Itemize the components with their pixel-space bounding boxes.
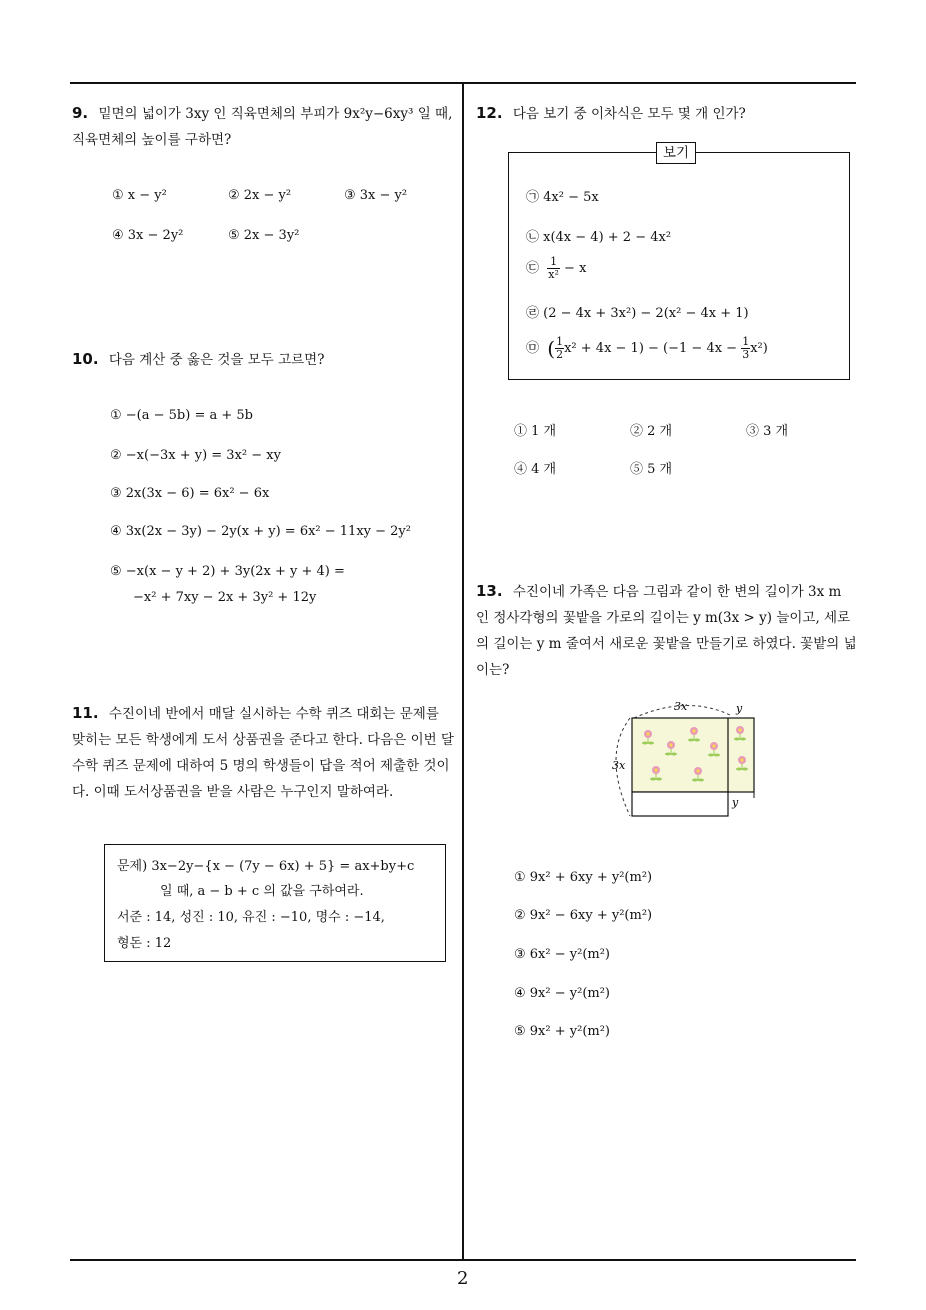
option-3[interactable]: ③ 3 개 [746, 424, 789, 439]
option-5-continued: −x² + 7xy − 2x + 3y² + 12y [133, 590, 317, 605]
option-4[interactable]: ④ 4 개 [514, 462, 557, 477]
bogi-item-5: ㉤ ( $\frac{1}{2}$ x² + 4x − 1) − (−1 − 4x − $\frac{1}{3}$ x²) [526, 335, 768, 361]
answers-line-2: 형돈 : 12 [117, 936, 172, 951]
question-number: 12. [476, 104, 503, 122]
garden-figure [608, 698, 768, 820]
option-5[interactable]: ⑤ 9x² + y²(m²) [514, 1024, 610, 1039]
option-2[interactable]: ② 9x² − 6xy + y²(m²) [514, 908, 653, 923]
option-3[interactable]: ③ 6x² − y²(m²) [514, 947, 610, 962]
question-text: 밑면의 넓이가 3xy 인 직육면체의 부피가 9x²y−6xy³ 일 때, 직육면체의 높이를 구하면? [72, 106, 453, 148]
answers-line-1: 서준 : 14, 성진 : 10, 유진 : −10, 명수 : −14, [117, 910, 385, 925]
question-9 [72, 100, 456, 153]
option-5[interactable]: ⑤ −x(x − y + 2) + 3y(2x + y + 4) = [110, 564, 345, 579]
fraction: $\frac{1}{\text{x²}}$ [548, 255, 559, 281]
problem-line-1: 문제) 3x−2y−{x − (7y − 6x) + 5} = ax+by+c [117, 859, 415, 874]
fraction: $\frac{1}{3}$ [742, 335, 750, 361]
bogi-item-4: ㉣ (2 − 4x + 3x²) − 2(x² − 4x + 1) [526, 306, 749, 321]
label-top: 3x [674, 700, 688, 713]
question-12 [476, 100, 858, 127]
label-right: y [732, 796, 739, 809]
center-divider [462, 82, 464, 1260]
question-number: 11. [72, 704, 99, 722]
option-1[interactable]: ① 1 개 [514, 424, 557, 439]
option-5[interactable]: ⑤ 5 개 [630, 462, 673, 477]
question-number: 10. [72, 350, 99, 368]
fraction: $\frac{1}{2}$ [556, 335, 564, 361]
option-1[interactable]: ① −(a − 5b) = a + 5b [110, 408, 253, 423]
option-5[interactable]: ⑤ 2x − 3y² [228, 228, 300, 243]
question-text: 다음 보기 중 이차식은 모두 몇 개 인가? [512, 106, 746, 122]
option-4[interactable]: ④ 9x² − y²(m²) [514, 986, 610, 1001]
removed-strip [632, 792, 728, 816]
option-4[interactable]: ④ 3x(2x − 3y) − 2y(x + y) = 6x² − 11xy − 2y² [110, 524, 411, 539]
label-top-right: y [736, 702, 743, 715]
page-number: 2 [457, 1268, 469, 1289]
label-left: 3x [612, 759, 626, 772]
question-text: 다음 계산 중 옳은 것을 모두 고르면? [108, 352, 325, 368]
question-11 [72, 700, 456, 805]
option-2[interactable]: ② −x(−3x + y) = 3x² − xy [110, 448, 281, 463]
option-2[interactable]: ② 2x − y² [228, 188, 292, 203]
question-number: 13. [476, 582, 503, 600]
bogi-item-1: ㉠ 4x² − 5x [526, 190, 599, 205]
bogi-title: 보기 [656, 142, 696, 164]
question-13 [476, 578, 858, 683]
problem-line-2: 일 때, a − b + c 의 값을 구하여라. [160, 884, 364, 899]
question-number: 9. [72, 104, 89, 122]
option-1[interactable]: ① 9x² + 6xy + y²(m²) [514, 870, 653, 885]
option-4[interactable]: ④ 3x − 2y² [112, 228, 184, 243]
question-10 [72, 346, 456, 373]
bottom-rule [70, 1259, 856, 1261]
bogi-item-2: ㉡ x(4x − 4) + 2 − 4x² [526, 230, 672, 245]
option-3[interactable]: ③ 2x(3x − 6) = 6x² − 6x [110, 486, 270, 501]
question-text: 수진이네 가족은 다음 그림과 같이 한 변의 길이가 3x m 인 정사각형의 꽃밭을 가로의 길이는 y m(3x > y) 늘이고, 세로의 길이는 y m 줄여서 새로운 꽃밭을 만들기로 하였다. 꽃밭의 넓이는? [476, 584, 857, 678]
option-1[interactable]: ① x − y² [112, 188, 167, 203]
question-text: 수진이네 반에서 매달 실시하는 수학 퀴즈 대회는 문제를 맞히는 모든 학생에게 도서 상품권을 준다고 한다. 다음은 이번 달 수학 퀴즈 문제에 대하여 5 명의 학생들이 답을 적어 제출한 것이다. 이때 도서상품권을 받을 사람은 누구인지 말하여라. [72, 706, 454, 800]
bogi-item-3: ㉢ $\frac{1}{\text{x²}}$ − x [526, 255, 587, 281]
option-2[interactable]: ② 2 개 [630, 424, 673, 439]
option-3[interactable]: ③ 3x − y² [344, 188, 408, 203]
